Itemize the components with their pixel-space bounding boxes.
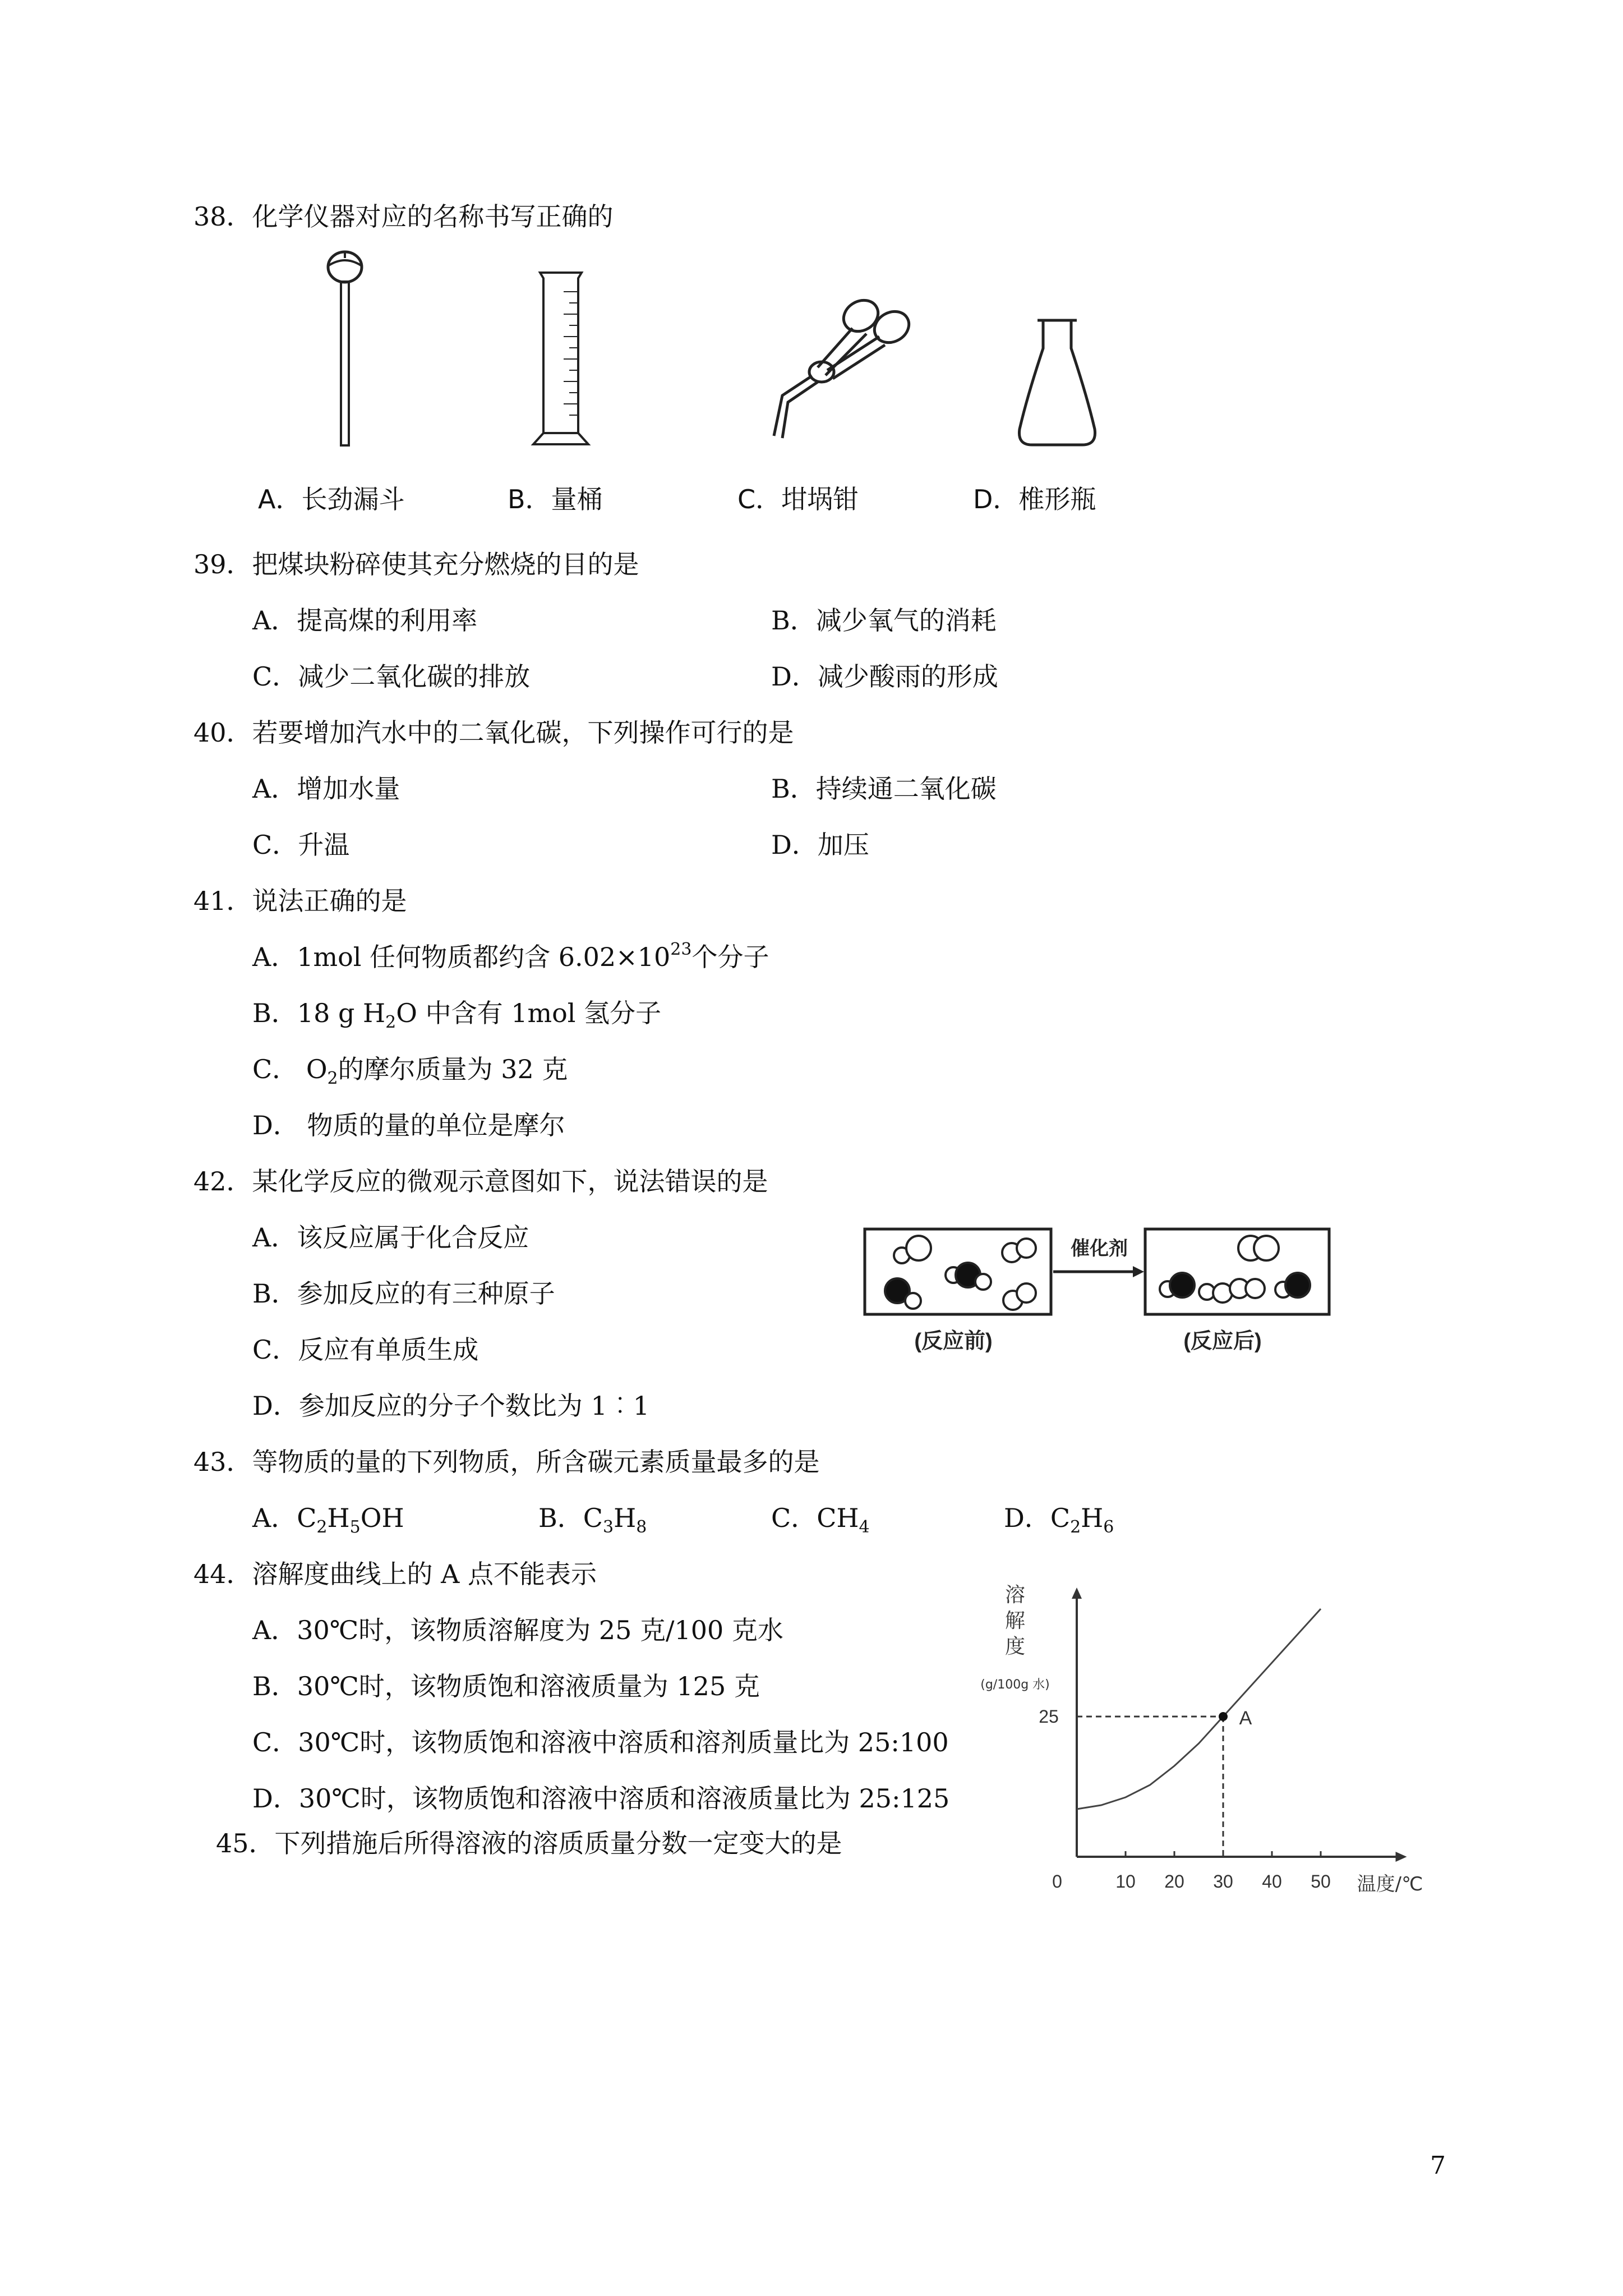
q42-option-c[interactable]: C．反应有单质生成 xyxy=(252,1335,479,1365)
long-neck-funnel-icon xyxy=(314,247,376,449)
after-box xyxy=(1145,1229,1329,1314)
q45-stem: 45．下列措施后所得溶液的溶质质量分数一定变大的是 xyxy=(216,1828,842,1858)
y-axis-label-char: 溶 xyxy=(1004,1584,1026,1607)
q38-stem: 38．化学仪器对应的名称书写正确的 xyxy=(193,201,614,232)
before-caption: (反应前) xyxy=(914,1329,993,1353)
q39-option-a[interactable]: A．提高煤的利用率 xyxy=(252,605,478,636)
y-axis-unit: (g/100g 水) xyxy=(980,1678,1050,1692)
q41-option-c[interactable]: C． $O_2$的摩尔质量为 32 克 xyxy=(252,1054,568,1088)
q44-option-a[interactable]: A．30℃时，该物质溶解度为 25 克/100 克水 xyxy=(252,1615,783,1645)
catalyst-label: 催化剂 xyxy=(1071,1238,1128,1259)
conical-flask-icon xyxy=(1015,317,1099,449)
q41-stem: 41．说法正确的是 xyxy=(193,886,407,916)
y-tick-label: 25 xyxy=(1039,1706,1059,1727)
y-axis-label-char: 解 xyxy=(1004,1609,1026,1632)
q41-option-a[interactable]: A．1mol 任何物质都约含 $6.02\times 10^{23}$个分子 xyxy=(252,940,769,972)
x-tick-label: 40 xyxy=(1262,1871,1282,1892)
before-molecules xyxy=(885,1236,1036,1310)
q38-option-a[interactable]: A．长劲漏斗 xyxy=(258,484,405,514)
q40-option-c[interactable]: C．升温 xyxy=(252,830,350,860)
x-tick-label: 10 xyxy=(1115,1871,1136,1892)
q43-option-b[interactable]: B．$C_3H_8$ xyxy=(538,1503,647,1537)
q39-option-b[interactable]: B．减少氧气的消耗 xyxy=(771,605,997,636)
q38-option-d[interactable]: D．椎形瓶 xyxy=(973,484,1096,514)
x-tick-label: 0 xyxy=(1052,1871,1062,1892)
x-tick-label: 20 xyxy=(1164,1871,1184,1892)
q38-option-c[interactable]: C．坩埚钳 xyxy=(737,484,859,514)
page-number: 7 xyxy=(1430,2151,1446,2180)
graduated-cylinder-icon xyxy=(530,269,592,449)
q43-option-d[interactable]: D．$C_2H_6$ xyxy=(1004,1503,1114,1537)
point-a-marker xyxy=(1219,1712,1228,1721)
q42-option-a[interactable]: A．该反应属于化合反应 xyxy=(252,1222,529,1253)
q44-option-b[interactable]: B．30℃时，该物质饱和溶液质量为 125 克 xyxy=(252,1671,760,1701)
q43-option-c[interactable]: C．$CH_4$ xyxy=(771,1503,870,1537)
q40-option-a[interactable]: A．增加水量 xyxy=(252,774,400,804)
q39-option-d[interactable]: D．减少酸雨的形成 xyxy=(771,661,998,692)
q41-option-d[interactable]: D． 物质的量的单位是摩尔 xyxy=(252,1110,565,1140)
q43-option-a[interactable]: A．$C_2H_5OH$ xyxy=(252,1503,404,1537)
after-molecules xyxy=(1160,1236,1310,1303)
q41-option-b[interactable]: B．18 g $H_2O$ 中含有 1mol 氢分子 xyxy=(252,998,662,1032)
q44-option-c[interactable]: C．30℃时，该物质饱和溶液中溶质和溶剂质量比为 25:100 xyxy=(252,1727,949,1757)
after-caption: (反应后) xyxy=(1183,1329,1262,1353)
x-tick-label: 30 xyxy=(1213,1871,1233,1892)
q40-stem: 40．若要增加汽水中的二氧化碳，下列操作可行的是 xyxy=(193,717,794,748)
q43-stem: 43．等物质的量的下列物质，所含碳元素质量最多的是 xyxy=(193,1447,820,1477)
y-axis-arrow xyxy=(1072,1588,1082,1599)
crucible-tongs-icon xyxy=(751,283,920,440)
x-tick-label: 50 xyxy=(1311,1871,1331,1892)
solubility-curve xyxy=(1077,1609,1321,1809)
q38-option-b[interactable]: B．量桶 xyxy=(508,484,603,514)
point-a-label: A xyxy=(1239,1708,1252,1729)
reaction-diagram xyxy=(864,1226,1335,1450)
q42-stem: 42．某化学反应的微观示意图如下，说法错误的是 xyxy=(193,1166,768,1197)
q39-option-c[interactable]: C．减少二氧化碳的排放 xyxy=(252,661,531,692)
x-axis-label: 温度/℃ xyxy=(1357,1873,1423,1895)
q42-option-d[interactable]: D．参加反应的分子个数比为 1︰1 xyxy=(252,1391,650,1421)
solubility-chart xyxy=(980,1576,1453,1913)
q44-stem: 44．溶解度曲线上的 A 点不能表示 xyxy=(193,1559,597,1589)
y-axis-label-char: 度 xyxy=(1004,1635,1026,1658)
q39-stem: 39．把煤块粉碎使其充分燃烧的目的是 xyxy=(193,549,639,579)
q44-option-d[interactable]: D．30℃时，该物质饱和溶液中溶质和溶液质量比为 25:125 xyxy=(252,1783,950,1814)
q42-option-b[interactable]: B．参加反应的有三种原子 xyxy=(252,1278,555,1309)
x-axis-arrow xyxy=(1396,1852,1407,1862)
q40-option-b[interactable]: B．持续通二氧化碳 xyxy=(771,774,997,804)
q40-option-d[interactable]: D．加压 xyxy=(771,830,869,860)
